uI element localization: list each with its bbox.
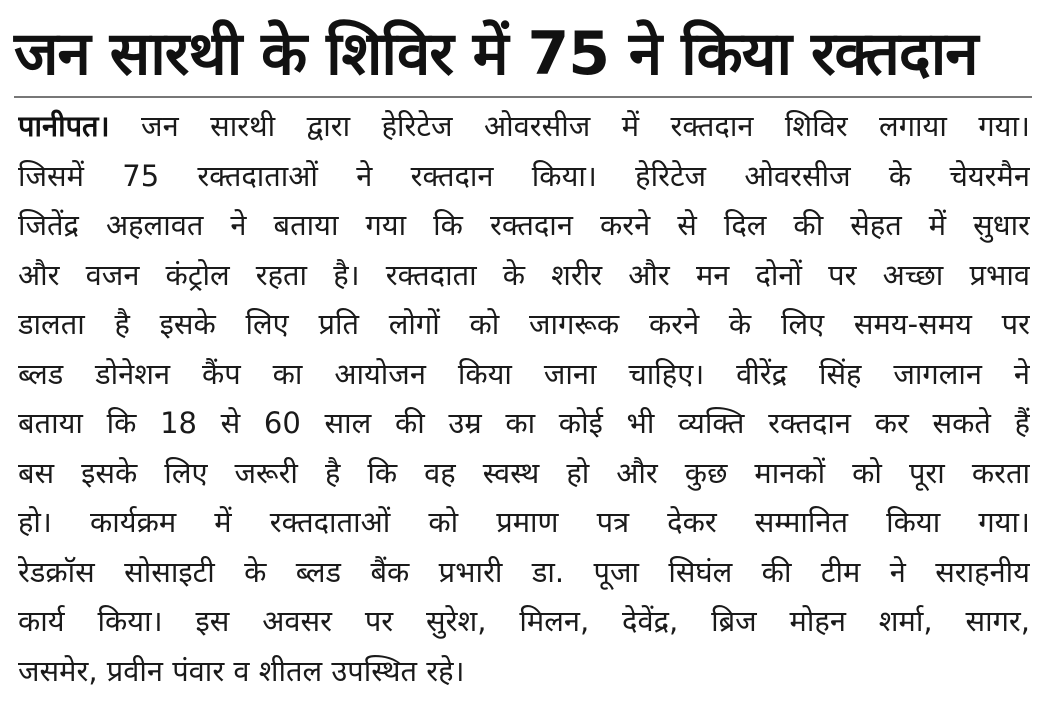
article-line-2: जिसमें 75 रक्तदाताओं ने रक्तदान किया। हेरिटेज ओवरसीज के चेयरमैन [18, 158, 1030, 193]
article-line-12: जसमेर, प्रवीन पंवार व शीतल उपस्थित रहे। [18, 653, 465, 688]
headline-divider [14, 96, 1032, 98]
headline: जन सारथी के शिविर में 75 ने किया रक्तदान [14, 19, 978, 89]
article-line-1 [18, 102, 1030, 152]
article-line-9: हो। कार्यक्रम में रक्तदाताओं को प्रमाण पत्र देकर सम्मानित किया गया। [18, 505, 1030, 539]
article-line-10: रेडक्रॉस सोसाइटी के ब्लड बैंक प्रभारी डा. पूजा सिघंल की टीम ने सराहनीय [18, 554, 1030, 589]
article-line-6: ब्लड डोनेशन कैंप का आयोजन किया जाना चाहिए। वीरेंद्र सिंह जागलान ने [18, 356, 1030, 391]
article-line-1-text: जन सारथी द्वारा हेरिटेज ओवरसीज में रक्तदान शिविर लगाया गया। [109, 109, 1030, 143]
article-line-8: बस इसके लिए जरूरी है कि वह स्वस्थ हो और कुछ मानकों को पूरा करता [18, 455, 1030, 490]
article-line-11: कार्य किया। इस अवसर पर सुरेश, मिलन, देवेंद्र, ब्रिज मोहन शर्मा, सागर, [18, 604, 1030, 638]
article-body [18, 102, 1030, 702]
article-line-4: और वजन कंट्रोल रहता है। रक्तदाता के शरीर और मन दोनों पर अच्छा प्रभाव [18, 257, 1030, 292]
article-line-5: डालता है इसके लिए प्रति लोगों को जागरूक करने के लिए समय-समय पर [18, 307, 1030, 341]
dateline: पानीपत। [18, 109, 110, 143]
article-line-3: जितेंद्र अहलावत ने बताया गया कि रक्तदान करने से दिल की सेहत में सुधार [18, 208, 1030, 242]
article-line-7: बताया कि 18 से 60 साल की उम्र का कोई भी व्यक्ति रक्तदान कर सकते हैं [18, 406, 1030, 440]
